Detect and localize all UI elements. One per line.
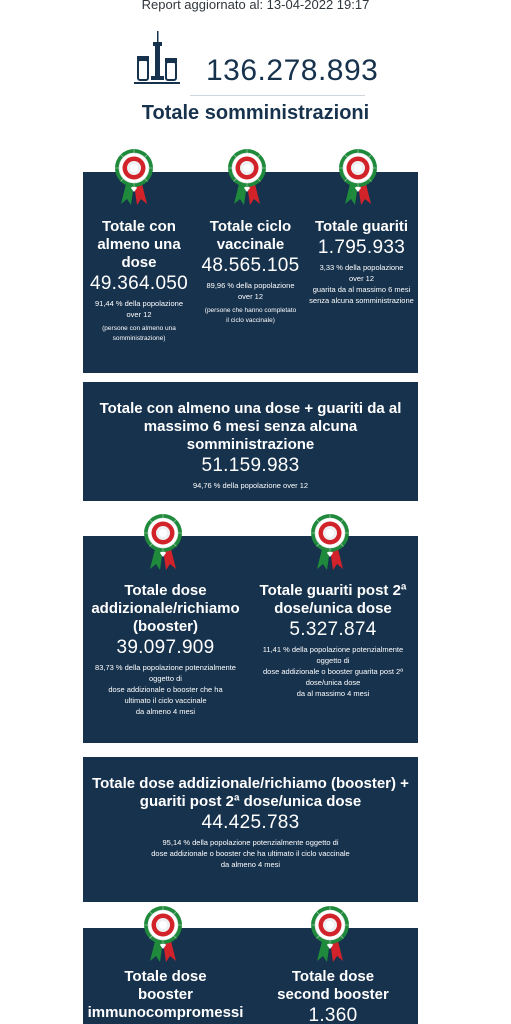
pct-line: 95,14 % della popolazione potenzialmente oggetto di [162, 838, 339, 847]
title-line: Totale dose [124, 968, 207, 985]
pct-line: over 12 [237, 292, 264, 301]
pct-line: da almeno 4 mesi [135, 707, 196, 716]
pct-line: over 12 [126, 310, 152, 319]
stat-number: 51.159.983 [201, 455, 300, 476]
stat-title [83, 968, 248, 1022]
pct-line: 11,41 % della popolazione potenzialmente [262, 645, 404, 654]
pct-line: da almeno 4 mesi [220, 860, 281, 869]
panel-dose-plus-recovered [83, 382, 418, 501]
pct-line: 89,96 % della popolazione [206, 281, 295, 290]
title-line: massimo 6 mesi senza alcuna somministrazione [143, 418, 358, 453]
stat-number: 48.565.105 [201, 255, 300, 276]
title-line: Totale guariti [314, 218, 409, 235]
stat-recovered-post-second-dose [248, 582, 418, 699]
stat-second-booster [248, 968, 418, 1024]
title-line: Totale con almeno una dose + guariti da al [99, 400, 402, 417]
stat-title [305, 218, 418, 236]
pct-line: 3,33 % della popolazione [319, 263, 404, 272]
stat-vaccination-cycle [193, 218, 308, 326]
stat-title [248, 968, 418, 1004]
stat-number: 44.425.783 [201, 812, 300, 833]
panel-booster-summary [83, 536, 418, 743]
pct-line: oggetto di [149, 674, 182, 683]
stat-booster-plus-recovered [83, 775, 418, 870]
stat-number: 49.364.050 [89, 273, 189, 294]
stat-number: 39.097.909 [116, 637, 215, 658]
stat-booster-immunocompromised [83, 968, 248, 1022]
stat-title [193, 218, 308, 254]
stat-at-least-one-dose [83, 218, 195, 344]
rosette-icon [143, 905, 183, 963]
pct-line: da al massimo 4 mesi [296, 689, 370, 698]
stat-number: 1.795.933 [317, 237, 406, 258]
total-administrations-hero [0, 30, 511, 124]
vaccine-vials-icon [134, 30, 180, 86]
stat-percentage [248, 644, 418, 699]
title-line: Totale dose [291, 968, 375, 985]
title-line: Totale ciclo [209, 218, 292, 235]
pct-line: dose/unica dose [305, 678, 361, 687]
title-line: almeno una [97, 236, 181, 253]
title-line: (booster) [133, 618, 198, 635]
title-line: immunocompromessi [87, 1004, 244, 1021]
stat-title [248, 582, 418, 618]
rosette-icon [114, 148, 154, 206]
report-updated-label: Report aggiornato al: 13-04-2022 19:17 [141, 0, 370, 12]
rosette-icon [338, 148, 378, 206]
stat-title [83, 400, 418, 454]
title-line: Totale guariti post 2ª [259, 582, 407, 599]
note-line: somministrazione) [112, 335, 166, 342]
title-line: Totale dose [124, 582, 207, 599]
total-administrations-number: 136.278.893 [206, 54, 379, 87]
stat-number: 5.327.874 [289, 619, 377, 640]
title-line: guariti post 2ª dose/unica dose [139, 793, 362, 810]
pct-line: guarita da al massimo 6 mesi [312, 285, 411, 294]
stat-percentage [305, 262, 418, 306]
stat-title [83, 582, 248, 636]
hero-divider [190, 95, 365, 96]
title-line: second booster [277, 986, 389, 1003]
title-line: dose/unica dose [274, 600, 392, 617]
title-line: Totale con [102, 218, 176, 235]
pct-line: dose addizionale o booster guarita post 2ª [263, 667, 403, 676]
pct-line: 91,44 % della popolazione [95, 299, 183, 308]
stat-percentage [83, 837, 418, 870]
pct-line: senza alcuna somministrazione [309, 296, 414, 305]
panel-second-booster-summary [83, 928, 418, 1024]
pct-line: 83,73 % della popolazione potenzialmente [95, 663, 236, 672]
note-line: (persone con almeno una [102, 325, 176, 332]
title-line: Totale dose addizionale/richiamo (booster) + [92, 775, 409, 792]
stat-percentage [83, 662, 248, 717]
pct-line: 94,76 % della popolazione over 12 [192, 481, 309, 490]
total-administrations-label: Totale somministrazioni [141, 102, 370, 124]
stat-dose-plus-recovered [83, 400, 418, 491]
rosette-icon [310, 513, 350, 571]
stat-title [83, 218, 195, 272]
stat-percentage [83, 298, 195, 320]
title-line: addizionale/richiamo [91, 600, 240, 617]
stat-note [83, 324, 195, 344]
title-line: vaccinale [216, 236, 285, 253]
pct-line: dose addizionale o booster che ha [108, 685, 223, 694]
stat-title [83, 775, 418, 811]
stat-note [193, 306, 308, 326]
stat-percentage [83, 480, 418, 491]
rosette-icon [143, 513, 183, 571]
pct-line: dose addizionale o booster che ha ultimato il ciclo vaccinale [151, 849, 350, 858]
title-line: dose [121, 254, 157, 271]
pct-line: ultimato il ciclo vaccinale [124, 696, 207, 705]
note-line: (persone che hanno completato [204, 307, 297, 314]
stat-number: 1.360 [308, 1005, 358, 1024]
panel-booster-plus-recovered [83, 757, 418, 902]
stat-booster-dose [83, 582, 248, 717]
title-line: booster [137, 986, 193, 1003]
stat-recovered [305, 218, 418, 306]
stat-percentage [193, 280, 308, 302]
pct-line: over 12 [348, 274, 375, 283]
rosette-icon [227, 148, 267, 206]
note-line: il ciclo vaccinale) [226, 317, 275, 324]
rosette-icon [310, 905, 350, 963]
pct-line: oggetto di [316, 656, 350, 665]
